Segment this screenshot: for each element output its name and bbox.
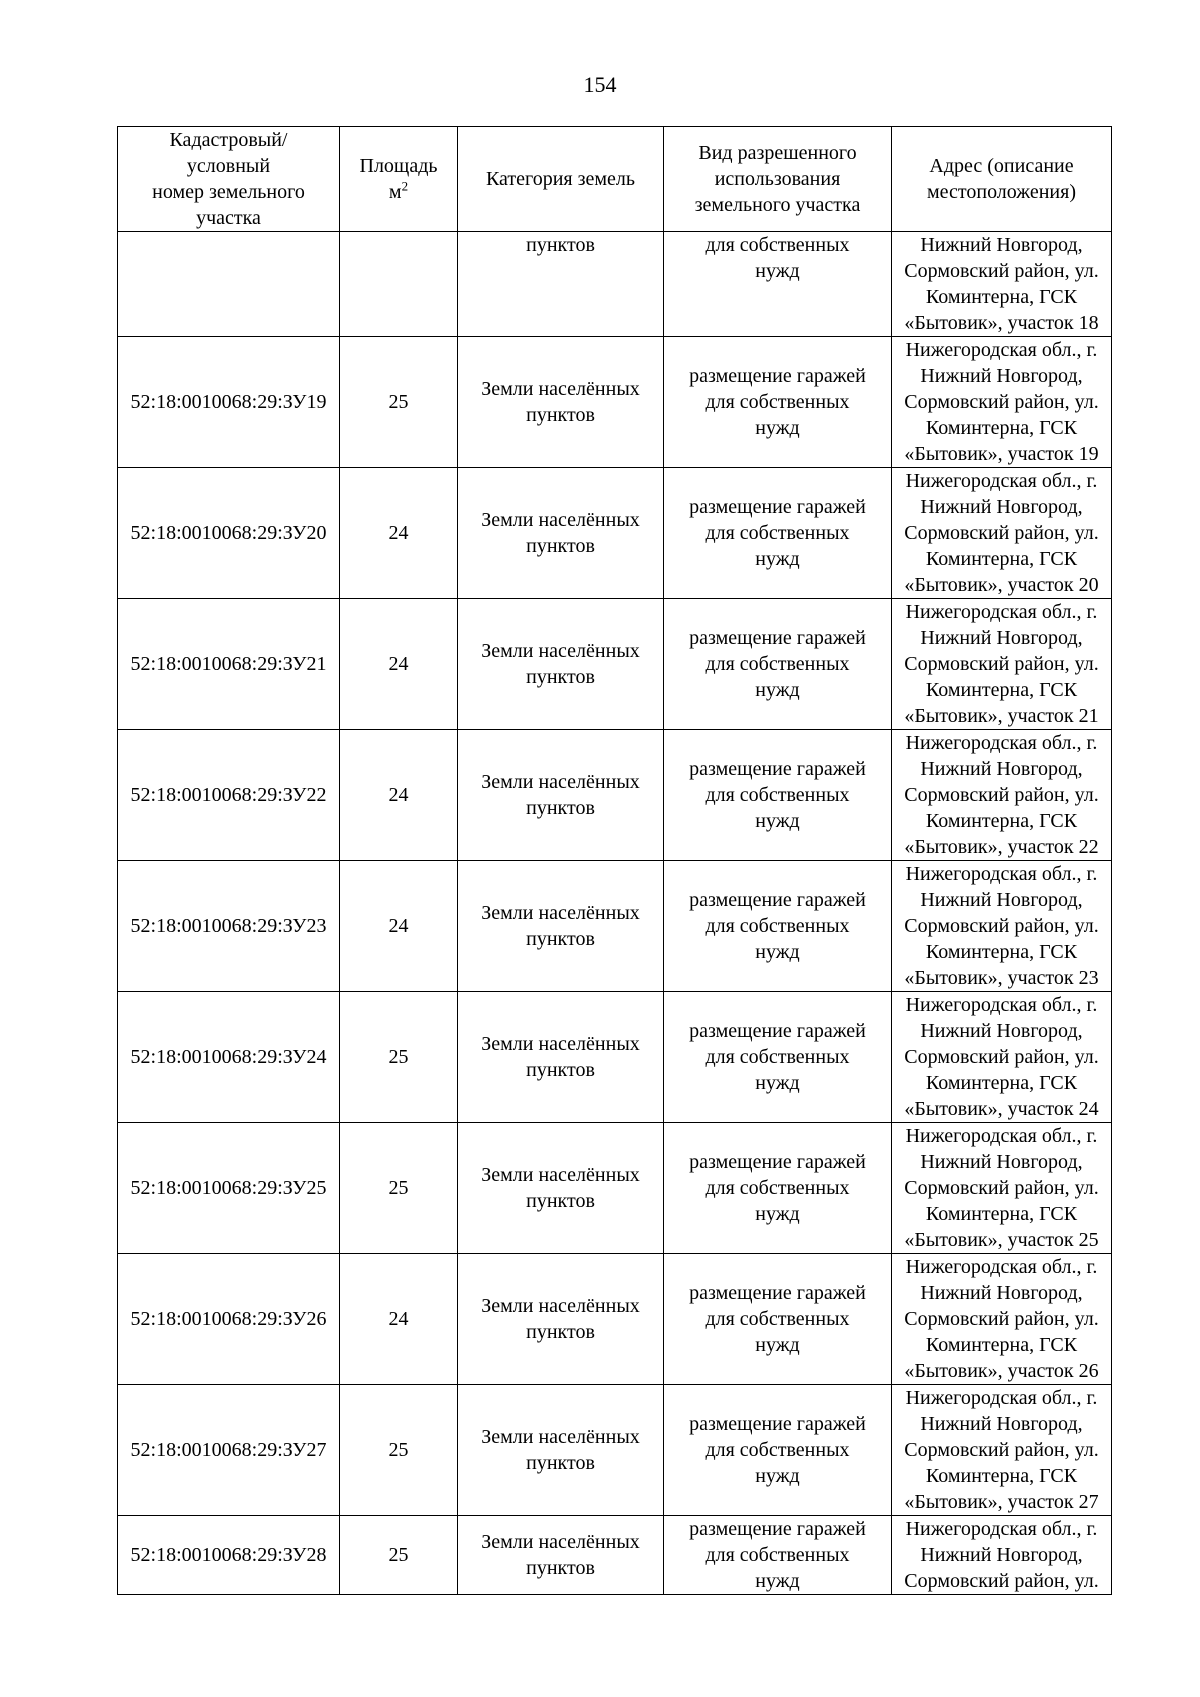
cell-area: 25 (340, 1516, 458, 1595)
cell-land-category (458, 1254, 664, 1385)
cell-line: Коминтерна, ГСК (925, 1203, 1078, 1225)
cell-line: Коминтерна, ГСК (925, 679, 1078, 701)
cell-line: «Бытовик», участок 25 (904, 1229, 1099, 1251)
cell-line: «Бытовик», участок 26 (904, 1360, 1099, 1382)
cell-land-category (458, 861, 664, 992)
cell-address (892, 1254, 1112, 1385)
cell-cadastral-number: 52:18:0010068:29:ЗУ26 (118, 1254, 340, 1385)
table-row (118, 992, 1112, 1123)
header-area-label: Площадь (359, 155, 438, 177)
cell-line: размещение гаражей (689, 1151, 866, 1173)
cell-line: Нижегородская обл., г. (905, 994, 1098, 1016)
cell-line: Нижний Новгород, (920, 1544, 1083, 1566)
cell-line: размещение гаражей (689, 1518, 866, 1540)
cell-line: Нижегородская обл., г. (905, 339, 1098, 361)
cell-address (892, 599, 1112, 730)
cell-area: 25 (340, 1385, 458, 1516)
cell-line: Сормовский район, ул. (904, 784, 1099, 806)
cell-line: Земли населённых (481, 1295, 640, 1317)
cell-line: Кадастровый/ (169, 129, 288, 151)
cell-line: использования (714, 168, 841, 190)
cell-address (892, 992, 1112, 1123)
cell-line: для собственных (705, 1439, 850, 1461)
cell-line: Нижегородская обл., г. (905, 1256, 1098, 1278)
cell-line: для собственных (705, 1046, 850, 1068)
header-address (892, 127, 1112, 232)
cell-line: Вид разрешенного (698, 142, 857, 164)
cell-line: «Бытовик», участок 23 (904, 967, 1099, 989)
cell-area: 25 (340, 337, 458, 468)
cell-line: Нижний Новгород, (920, 1020, 1083, 1042)
header-land-category (458, 127, 664, 232)
cell-line: Сормовский район, ул. (904, 1439, 1099, 1461)
cell-line: размещение гаражей (689, 758, 866, 780)
cell-line: участка (196, 207, 261, 229)
cell-line: Нижний Новгород, (920, 496, 1083, 518)
cell-address (892, 1516, 1112, 1595)
cell-area: 25 (340, 992, 458, 1123)
cell-line: Сормовский район, ул. (904, 653, 1099, 675)
cell-line: Нижегородская обл., г. (905, 1125, 1098, 1147)
cell-line: Категория земель (485, 168, 636, 190)
table-row (118, 468, 1112, 599)
cell-line: Коминтерна, ГСК (925, 286, 1078, 308)
cell-address (892, 1385, 1112, 1516)
page-number: 154 (583, 72, 617, 97)
cell-line: Нижний Новгород, (920, 758, 1083, 780)
cell-line: Коминтерна, ГСК (925, 1465, 1078, 1487)
cell-line: Земли населённых (481, 1164, 640, 1186)
cell-land-category (458, 992, 664, 1123)
cell-line: нужд (755, 1465, 800, 1487)
header-area-unit-power: 2 (401, 178, 409, 194)
table-row (118, 599, 1112, 730)
cell-line: нужд (755, 1570, 800, 1592)
cell-line: Нижний Новгород, (920, 889, 1083, 911)
cell-line: Нижний Новгород, (920, 234, 1083, 256)
cell-line: Сормовский район, ул. (904, 1570, 1099, 1592)
cell-area: 24 (340, 1254, 458, 1385)
cell-line: для собственных (705, 234, 850, 256)
table-row (118, 730, 1112, 861)
cell-address (892, 730, 1112, 861)
cell-line: для собственных (705, 653, 850, 675)
table-row (118, 1123, 1112, 1254)
cell-line: пунктов (526, 666, 595, 688)
cell-line: «Бытовик», участок 22 (904, 836, 1099, 858)
cell-line: Нижегородская обл., г. (905, 863, 1098, 885)
cell-line: Нижегородская обл., г. (905, 732, 1098, 754)
cell-line: пунктов (526, 1190, 595, 1212)
cell-line: Земли населённых (481, 1426, 640, 1448)
cell-line: Нижегородская обл., г. (905, 601, 1098, 623)
cell-land-category (458, 730, 664, 861)
cell-address (892, 861, 1112, 992)
cell-permitted-use (664, 337, 892, 468)
cell-permitted-use (664, 599, 892, 730)
cell-area: 24 (340, 599, 458, 730)
cell-line: нужд (755, 1072, 800, 1094)
cell-line: Нижний Новгород, (920, 1151, 1083, 1173)
cell-line: Сормовский район, ул. (904, 522, 1099, 544)
cell-line: для собственных (705, 784, 850, 806)
cell-line: для собственных (705, 1177, 850, 1199)
cell-line: нужд (755, 417, 800, 439)
cell-cadastral-number (118, 232, 340, 337)
cell-line: размещение гаражей (689, 1282, 866, 1304)
cell-line: условный (186, 155, 271, 177)
cell-line: Коминтерна, ГСК (925, 417, 1078, 439)
cell-line: Нижний Новгород, (920, 1282, 1083, 1304)
cell-line: Сормовский район, ул. (904, 1046, 1099, 1068)
cell-line: нужд (755, 548, 800, 570)
cell-line: размещение гаражей (689, 1413, 866, 1435)
cell-line: нужд (755, 1334, 800, 1356)
cell-line: для собственных (705, 1308, 850, 1330)
cell-line: нужд (755, 1203, 800, 1225)
cell-land-category (458, 599, 664, 730)
cell-line: земельного участка (694, 194, 861, 216)
cell-line: Земли населённых (481, 902, 640, 924)
cell-line: пунктов (526, 797, 595, 819)
cell-line: «Бытовик», участок 24 (904, 1098, 1099, 1120)
cell-line: пунктов (526, 1321, 595, 1343)
cell-line: Коминтерна, ГСК (925, 941, 1078, 963)
cell-line: нужд (755, 810, 800, 832)
cell-line: пунктов (526, 404, 595, 426)
cell-address (892, 468, 1112, 599)
cell-line: номер земельного (152, 181, 305, 203)
cell-land-category (458, 1385, 664, 1516)
cell-cadastral-number: 52:18:0010068:29:ЗУ28 (118, 1516, 340, 1595)
cell-permitted-use (664, 1516, 892, 1595)
table-row (118, 1254, 1112, 1385)
cell-line: местоположения) (926, 181, 1076, 203)
table-header-row (118, 127, 1112, 232)
header-permitted-use (664, 127, 892, 232)
cell-line: Земли населённых (481, 771, 640, 793)
table-row (118, 861, 1112, 992)
cell-line: Нижний Новгород, (920, 627, 1083, 649)
cell-land-category (458, 468, 664, 599)
cell-line: Земли населённых (481, 640, 640, 662)
cell-line: Земли населённых (481, 509, 640, 531)
cell-line: Сормовский район, ул. (904, 1177, 1099, 1199)
cell-cadastral-number: 52:18:0010068:29:ЗУ20 (118, 468, 340, 599)
cell-line: Коминтерна, ГСК (925, 810, 1078, 832)
cell-line: Сормовский район, ул. (904, 391, 1099, 413)
header-area-unit: м (388, 181, 402, 203)
cell-cadastral-number: 52:18:0010068:29:ЗУ25 (118, 1123, 340, 1254)
cell-address (892, 1123, 1112, 1254)
cell-area: 24 (340, 730, 458, 861)
cell-permitted-use (664, 992, 892, 1123)
cell-cadastral-number: 52:18:0010068:29:ЗУ21 (118, 599, 340, 730)
cell-line: Адрес (описание (929, 155, 1074, 177)
cell-line: Коминтерна, ГСК (925, 548, 1078, 570)
header-cadastral-number (118, 127, 340, 232)
cell-line: размещение гаражей (689, 496, 866, 518)
cell-line: «Бытовик», участок 18 (904, 312, 1099, 334)
cell-permitted-use (664, 730, 892, 861)
cell-line: пунктов (526, 1059, 595, 1081)
cell-line: для собственных (705, 522, 850, 544)
cell-line: «Бытовик», участок 19 (904, 443, 1099, 465)
cell-cadastral-number: 52:18:0010068:29:ЗУ24 (118, 992, 340, 1123)
cell-land-category (458, 232, 664, 337)
cell-permitted-use (664, 232, 892, 337)
cell-land-category (458, 337, 664, 468)
cell-line: для собственных (705, 1544, 850, 1566)
cell-line: Сормовский район, ул. (904, 915, 1099, 937)
cell-land-category (458, 1516, 664, 1595)
cell-line: Земли населённых (481, 1033, 640, 1055)
cell-permitted-use (664, 861, 892, 992)
cell-cadastral-number: 52:18:0010068:29:ЗУ19 (118, 337, 340, 468)
cell-line: пунктов (526, 1452, 595, 1474)
cell-line: «Бытовик», участок 20 (904, 574, 1099, 596)
cell-permitted-use (664, 1385, 892, 1516)
cell-line: Сормовский район, ул. (904, 260, 1099, 282)
cell-permitted-use (664, 1123, 892, 1254)
table-row (118, 1385, 1112, 1516)
table-row-continuation (118, 232, 1112, 337)
cell-area: 24 (340, 861, 458, 992)
cell-line: Нижегородская обл., г. (905, 1387, 1098, 1409)
cell-area: 25 (340, 1123, 458, 1254)
cell-line: размещение гаражей (689, 1020, 866, 1042)
cell-line: размещение гаражей (689, 365, 866, 387)
cell-line: нужд (755, 941, 800, 963)
cell-line: Коминтерна, ГСК (925, 1334, 1078, 1356)
cell-permitted-use (664, 1254, 892, 1385)
cell-cadastral-number: 52:18:0010068:29:ЗУ27 (118, 1385, 340, 1516)
cell-line: «Бытовик», участок 27 (904, 1491, 1099, 1513)
cell-line: Земли населённых (481, 378, 640, 400)
cell-line: пунктов (526, 1557, 595, 1579)
cell-line: Земли населённых (481, 1531, 640, 1553)
table-row (118, 1516, 1112, 1595)
land-plots-table (117, 126, 1112, 1595)
cell-line: размещение гаражей (689, 627, 866, 649)
cell-line: Нижний Новгород, (920, 365, 1083, 387)
cell-permitted-use (664, 468, 892, 599)
table-row (118, 337, 1112, 468)
cell-line: пунктов (526, 535, 595, 557)
cell-line: нужд (755, 679, 800, 701)
cell-line: «Бытовик», участок 21 (904, 705, 1099, 727)
cell-area: 24 (340, 468, 458, 599)
cell-address (892, 232, 1112, 337)
cell-line: для собственных (705, 391, 850, 413)
cell-line: Нижегородская обл., г. (905, 1518, 1098, 1540)
cell-cadastral-number: 52:18:0010068:29:ЗУ23 (118, 861, 340, 992)
cell-line: Нижегородская обл., г. (905, 470, 1098, 492)
cell-land-category (458, 1123, 664, 1254)
cell-line: пунктов (526, 234, 595, 256)
cell-line: Нижний Новгород, (920, 1413, 1083, 1435)
cell-address (892, 337, 1112, 468)
cell-cadastral-number: 52:18:0010068:29:ЗУ22 (118, 730, 340, 861)
cell-line: Сормовский район, ул. (904, 1308, 1099, 1330)
header-area (340, 127, 458, 232)
cell-line: пунктов (526, 928, 595, 950)
cell-area (340, 232, 458, 337)
cell-line: размещение гаражей (689, 889, 866, 911)
cell-line: для собственных (705, 915, 850, 937)
cell-line: нужд (755, 260, 800, 282)
cell-line: Коминтерна, ГСК (925, 1072, 1078, 1094)
